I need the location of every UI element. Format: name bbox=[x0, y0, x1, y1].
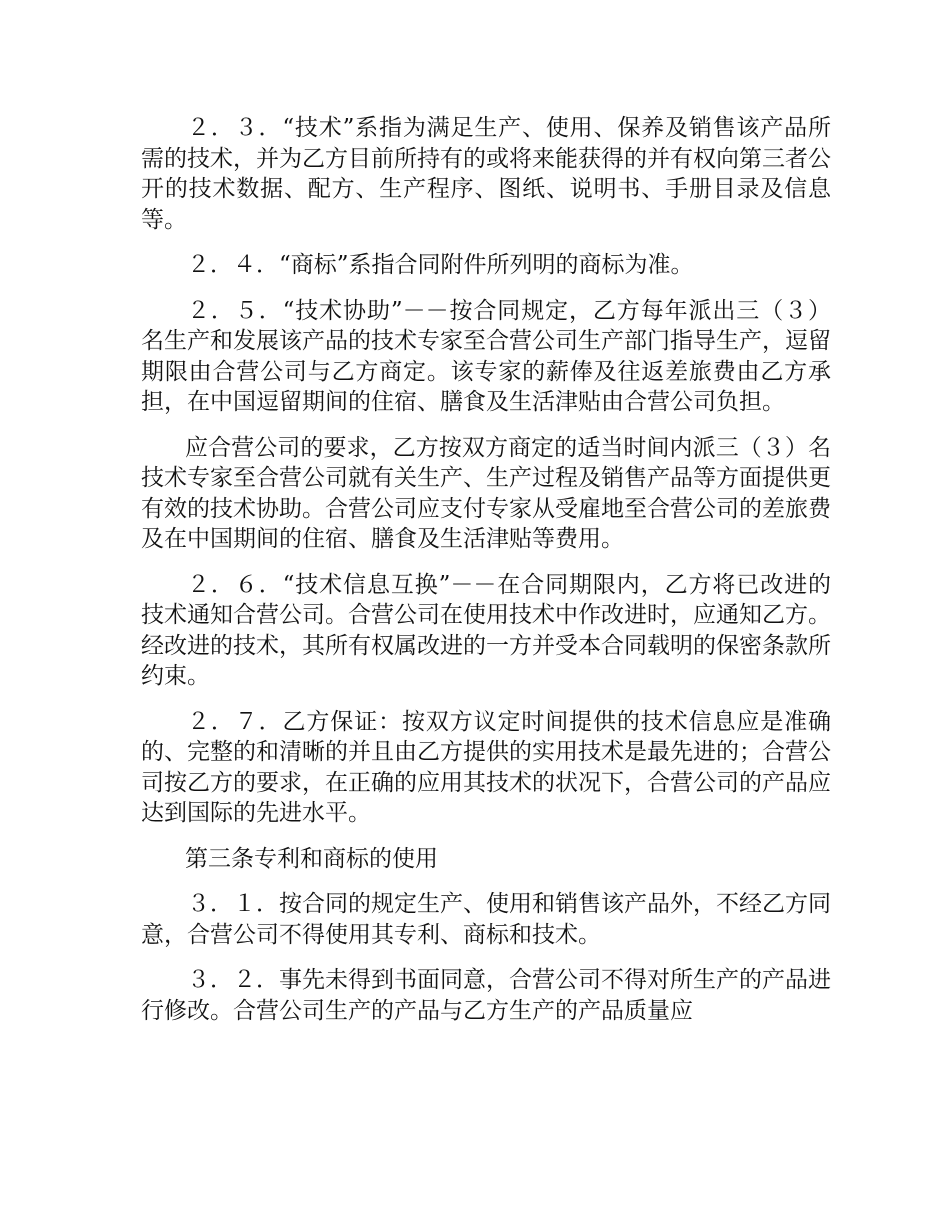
clause-3-1-paragraph: ３．１．按合同的规定生产、使用和销售该产品外，不经乙方同意，合营公司不得使用其专利、商标和技术。 bbox=[141, 891, 831, 948]
article-3-heading: 第三条专利和商标的使用 bbox=[185, 845, 438, 872]
clause-2-4-paragraph: ２．４．“商标”系指合同附件所列明的商标为准。 bbox=[187, 252, 694, 278]
clause-2-5-paragraph: ２．５．“技术协助”－－按合同规定，乙方每年派出三（３）名生产和发展该产品的技术专家至合营公司生产部门指导生产，逗留期限由合营公司与乙方商定。该专家的薪俸及往返差旅费由乙方承担，在中国逗留期间的住宿、膳食及生活津贴由合营公司负担。 bbox=[141, 297, 831, 415]
clause-2-7-paragraph: ２．７．乙方保证：按双方议定时间提供的技术信息应是准确的、完整的和清晰的并且由乙方提供的实用技术是最先进的；合营公司按乙方的要求，在正确的应用其技术的状况下，合营公司的产品应达到国际的先进水平。 bbox=[141, 708, 831, 826]
clause-2-3-paragraph: ２．３．“技术”系指为满足生产、使用、保养及销售该产品所需的技术，并为乙方目前所持有的或将来能获得的并有权向第三者公开的技术数据、配方、生产程序、图纸、说明书、手册目录及信息等。 bbox=[141, 115, 831, 233]
document-body bbox=[141, 113, 831, 1041]
clause-2-6-paragraph: ２．６．“技术信息互换”－－在合同期限内，乙方将已改进的技术通知合营公司。合营公司在使用技术中作改进时，应通知乙方。经改进的技术，其所有权属改进的一方并受本合同载明的保密条款所约束。 bbox=[141, 571, 831, 689]
clause-3-2-paragraph: ３．２．事先未得到书面同意，合营公司不得对所生产的产品进行修改。合营公司生产的产品与乙方生产的产品质量应 bbox=[141, 967, 831, 1024]
clause-2-5-continuation-paragraph: 应合营公司的要求，乙方按双方商定的适当时间内派三（３）名技术专家至合营公司就有关生产、生产过程及销售产品等方面提供更有效的技术协助。合营公司应支付专家从受雇地至合营公司的差旅费及在中国期间的住宿、膳食及生活津贴等费用。 bbox=[141, 434, 831, 552]
